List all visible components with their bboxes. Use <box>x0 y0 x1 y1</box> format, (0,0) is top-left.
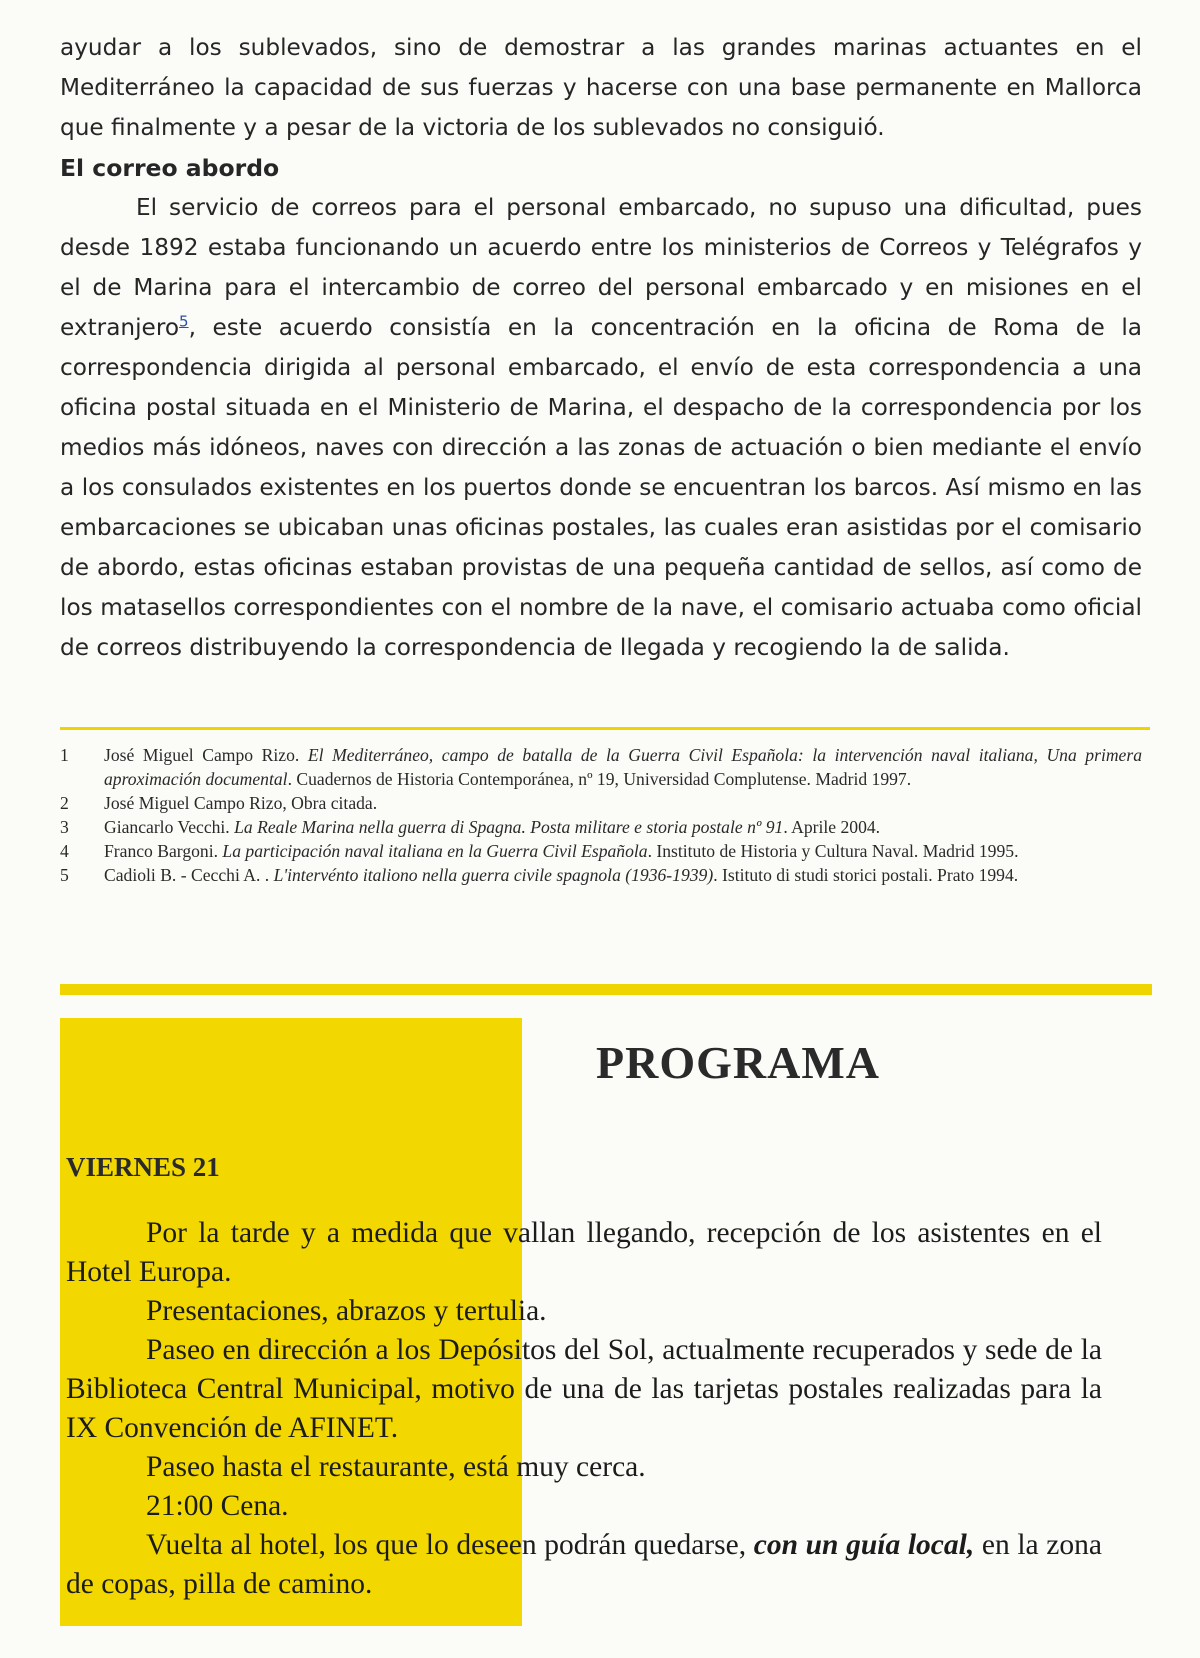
paragraph-intro: ayudar a los sublevados, sino de demostrar a las grandes marinas actuantes en el Mediterráneo la capacidad de sus fuerzas y hacerse con una base permanente en Mallorca que finalmente y a pesar de la victoria de los sublevados no consiguió. <box>60 34 1142 141</box>
footnote-2 <box>60 791 1142 815</box>
article-text <box>60 28 1142 668</box>
footnote-text: Franco Bargoni. La participación naval italiana en la Guerra Civil Española. Instituto de Historia y Cultura Naval. Madrid 1995. <box>104 841 1019 861</box>
programa-item-dinner: 21:00 Cena. <box>146 1490 289 1522</box>
programa-body <box>66 1214 1102 1604</box>
footnote-number: 4 <box>60 841 69 861</box>
footnote-text: Giancarlo Vecchi. La Reale Marina nella guerra di Spagna. Posta militare e storia postale nº 91. Aprile 2004. <box>104 817 881 837</box>
programa-item-presentations: Presentaciones, abrazos y tertulia. <box>146 1295 547 1327</box>
programa-item-walk-depositos: Paseo en dirección a los Depósitos del Sol, actualmente recuperados y sede de la Biblioteca Central Municipal, motivo de una de las tarjetas postales realizadas para la IX Convención de AFINET. <box>66 1334 1102 1444</box>
paragraph-correo-part1: El servicio de correos para el personal embarcado, no supuso una dificultad, pues desde 1892 estaba funcionando un acuerdo entre los ministerios de Correos y Telégrafos y el de Marina para el intercambio de correo del personal embarcado y en misiones en el extranjero <box>60 194 1142 341</box>
paragraph-correo-part2: , este acuerdo consistía en la concentración en la oficina de Roma de la correspondencia dirigida al personal embarcado, el envío de esta correspondencia a una oficina postal situada en el Ministerio de Marina, el despacho de la correspondencia por los medios más idóneos, naves con dirección a las zonas de actuación o bien mediante el envío a los consulados existentes en los puertos donde se encuentran los barcos. Así mismo en las embarcaciones se ubicaban unas oficinas postales, las cuales eran asistidas por el comisario de abordo, estas oficinas estaban provistas de una pequeña cantidad de sellos, así como de los matasellos correspondientes con el nombre de la nave, el comisario actuaba como oficial de correos distribuyendo la correspondencia de llegada y recogiendo la de salida. <box>60 314 1142 661</box>
emphasis-guide: con un guía local, <box>753 1529 975 1561</box>
programa-item-return-hotel: Vuelta al hotel, los que lo deseen podrán quedarse, con un guía local, en la zona de copas, pilla de camino. <box>66 1529 1102 1600</box>
programa-item-walk-restaurant: Paseo hasta el restaurante, está muy cerca. <box>146 1451 646 1483</box>
footnote-number: 2 <box>60 793 69 813</box>
footnote-4 <box>60 839 1142 863</box>
footnote-text: José Miguel Campo Rizo, Obra citada. <box>104 793 378 813</box>
footnote-1 <box>60 743 1142 791</box>
footnote-divider <box>60 727 1150 730</box>
footnote-text: Cadioli B. - Cecchi A. . L'intervénto italiono nella guerra civile spagnola (1936-1939). Istituto di studi storici postali. Prato 1994. <box>104 865 1019 885</box>
section-divider <box>60 984 1152 995</box>
section-heading: El correo abordo <box>60 154 280 182</box>
programa-item-reception: Por la tarde y a medida que vallan llegando, recepción de los asistentes en el Hotel Europa. <box>66 1217 1102 1288</box>
day-heading: VIERNES 21 <box>66 1152 220 1182</box>
footnote-number: 5 <box>60 865 69 885</box>
paragraph-correo <box>60 188 1142 668</box>
footnote-text: José Miguel Campo Rizo. El Mediterráneo, campo de batalla de la Guerra Civil Española: la intervención naval italiana, Una primera aproximación documental. Cuadernos de Historia Contemporánea, nº 19, Universidad Complutense. Madrid 1997. <box>104 745 1142 789</box>
footnote-ref-5[interactable]: 5 <box>179 312 189 331</box>
footnote-number: 1 <box>60 745 69 765</box>
footnote-number: 3 <box>60 817 69 837</box>
footnotes <box>60 743 1142 887</box>
footnote-5 <box>60 863 1142 887</box>
footnote-3 <box>60 815 1142 839</box>
programa-title: PROGRAMA <box>596 1037 880 1088</box>
